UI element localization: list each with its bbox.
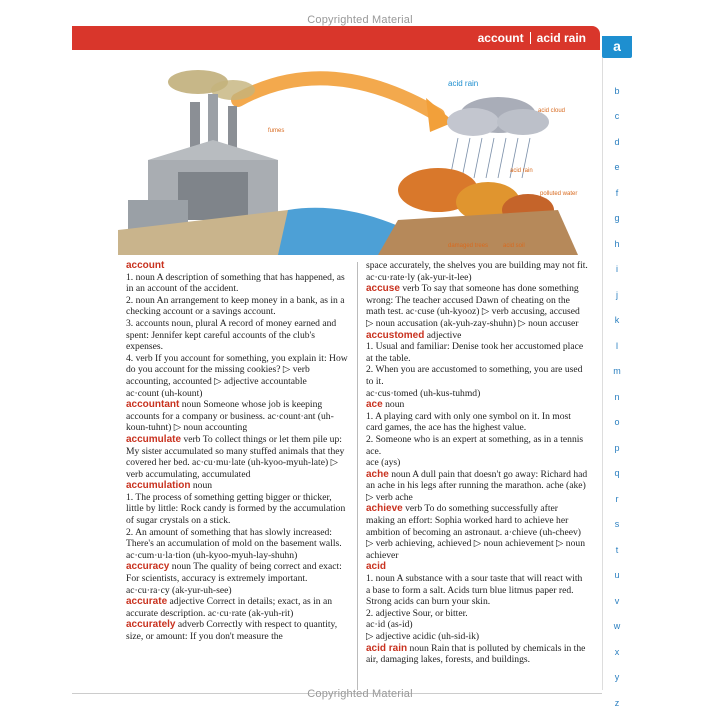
entry-line	[366, 330, 588, 342]
alphabet-tab-d[interactable]: d	[614, 136, 620, 147]
alphabet-tab-a[interactable]: a	[602, 36, 632, 58]
entry-text: verb To collect things or let them pile up: My sister accumulated so many stuffed animals that they covered her bed. ac·cu·mu·late (uh-kyoo-myuh-late) ▷ verb accumulating, accumulated	[126, 433, 345, 480]
alphabet-tab-b[interactable]: b	[614, 85, 620, 96]
guide-words	[478, 31, 586, 45]
acid-rain-illustration	[118, 60, 578, 255]
entry-headword: acid	[366, 561, 387, 573]
entry-text: ac·cus·tomed (uh-kus-tuhmd)	[366, 387, 481, 399]
alphabet-tab-y[interactable]: y	[614, 672, 620, 682]
entry-text: ac·count (uh-kount)	[126, 387, 203, 399]
entry-text: 2. Someone who is an expert at something, as in a tennis ace.	[366, 433, 584, 457]
entry-line	[126, 260, 348, 272]
entry-text: noun The quality of being correct and exact: For scientists, accuracy is extremely important. ac·cu·ra·cy (ak-yur-uh-see)	[126, 561, 342, 596]
illustration-title: acid rain	[448, 79, 479, 88]
entry-line	[126, 492, 348, 527]
entry-headword: accumulate	[126, 433, 182, 445]
entry-headword: accuracy	[126, 561, 170, 573]
entry-text: 2. When you are accustomed to something, you are used to it.	[366, 364, 583, 387]
entry-text: 2. An amount of something that has slowly increased: There's an accumulation of mold on the basement walls.	[126, 526, 342, 550]
label-polluted-water: polluted water	[540, 191, 578, 197]
entry-line	[366, 341, 588, 364]
entries-column-right	[366, 260, 588, 666]
entry-line	[366, 561, 588, 573]
entry-line	[126, 318, 348, 353]
entry-line	[366, 469, 588, 504]
entry-text: noun Rain that is polluted by chemicals in the air, damaging lakes, forests, and buildings.	[366, 642, 586, 666]
copyright-watermark-bottom: Copyrighted Material	[307, 688, 413, 700]
guide-word-last: acid rain	[536, 31, 586, 45]
entry-headword: accountant	[126, 399, 180, 411]
alphabet-tab-f[interactable]: f	[615, 187, 619, 198]
entry-text: noun	[192, 480, 213, 492]
entries-column-left	[126, 260, 348, 643]
entry-line	[366, 283, 588, 329]
entry-headword: accumulation	[126, 480, 191, 492]
label-fumes: fumes	[268, 128, 285, 134]
entry-text: space accurately, the shelves you are building may not fit. ac·cu·rate·ly (ak-yur-it-lee)	[366, 260, 588, 283]
entry-headword: achieve	[366, 503, 403, 515]
entry-text: noun A dull pain that doesn't go away: Richard had an ache in his legs after running the marathon. ache (ake) ▷ verb ache	[366, 468, 588, 503]
entry-line	[366, 399, 588, 411]
entry-text: 1. A playing card with only one symbol on it. In most card games, the ace has the highest value.	[366, 410, 571, 434]
label-acid-soil: acid soil	[503, 243, 525, 249]
entry-text: noun Someone whose job is keeping accounts for a company or business. ac·count·ant (uh-koun-tuhnt) ▷ noun accounting	[126, 399, 334, 434]
alphabet-tab-e[interactable]: e	[614, 162, 620, 172]
entry-text: ac·id (as-id)	[366, 619, 413, 631]
entry-line	[366, 608, 588, 620]
label-acid-cloud: acid cloud	[538, 108, 566, 114]
entry-line	[366, 434, 588, 457]
copyright-watermark-top: Copyrighted Material	[307, 14, 413, 26]
label-acid-rain: acid rain	[510, 168, 533, 174]
alphabet-tab-u[interactable]: u	[614, 570, 620, 580]
alphabet-tab-z[interactable]: z	[614, 697, 620, 708]
entry-line	[366, 631, 588, 643]
entry-text: 2. noun An arrangement to keep money in a bank, as in a checking account or a savings account.	[126, 294, 345, 318]
entry-text: 1. noun A substance with a sour taste that will react with a base to form a salt. Acids turn blue litmus paper red. Strong acids can burn your skin.	[366, 573, 583, 608]
column-divider	[357, 262, 358, 690]
entry-text: 1. The process of something getting bigger or thicker, little by little: Rock candy is formed by the accumulation of sugar crystals on a stick.	[126, 491, 346, 527]
alphabet-tab-w[interactable]: w	[613, 621, 621, 631]
alphabet-tab-s[interactable]: s	[614, 519, 620, 529]
alphabet-tab-c[interactable]: c	[614, 111, 620, 121]
entry-text: 4. verb If you account for something, you explain it: How do you account for the missing cookies? ▷ verb accounting, accounted ▷ adjective accountable	[126, 352, 348, 387]
entry-headword: accurately	[126, 619, 176, 631]
entry-text: adjective	[426, 329, 462, 341]
guide-words-bar	[72, 26, 600, 50]
entry-line	[126, 353, 348, 388]
entry-text: 3. accounts noun, plural A record of money earned and spent: Jennifer kept careful accounts of the club's expenses.	[126, 317, 337, 353]
entry-line	[126, 619, 348, 642]
entry-line	[126, 272, 348, 295]
entry-line	[366, 411, 588, 434]
alphabet-tab-i[interactable]: i	[616, 264, 618, 274]
alphabet-tab-j[interactable]: j	[616, 289, 618, 300]
entry-line	[126, 295, 348, 318]
entry-headword: accustomed	[366, 329, 425, 341]
entry-text: verb To say that someone has done something wrong: The teacher accused Dawn of cheating on the math test. ac·cuse (uh-kyooz) ▷ verb accusing, accused ▷ noun accusation (ak-yuh-zay-shuhn) ▷ noun accuser	[366, 283, 580, 329]
entry-line	[366, 619, 588, 631]
entry-line	[126, 388, 348, 400]
entry-line	[126, 561, 348, 596]
alphabet-tab-p[interactable]: p	[614, 442, 620, 453]
entry-text: ace (ays)	[366, 457, 401, 469]
alphabet-tab-q[interactable]: q	[614, 468, 620, 478]
entry-text: 2. adjective Sour, or bitter.	[366, 607, 468, 619]
alphabet-tab-v[interactable]: v	[614, 595, 620, 606]
alphabet-tab-n[interactable]: n	[614, 391, 620, 402]
entry-line	[366, 503, 588, 561]
entry-headword: acid rain	[366, 642, 408, 654]
alphabet-tab-k[interactable]: k	[614, 315, 620, 325]
alphabet-tab-r[interactable]: r	[615, 493, 619, 504]
alphabet-tab-x[interactable]: x	[614, 646, 620, 657]
entry-text: ac·cum·u·la·tion (uh-kyoo-myuh-lay-shuhn)	[126, 549, 298, 561]
entry-line	[366, 643, 588, 666]
entry-text: adjective Correct in details; exact, as in an accurate description. ac·cu·rate (ak-yuh-rit)	[126, 596, 333, 619]
entry-line	[366, 260, 588, 283]
entry-line	[366, 573, 588, 608]
entry-line	[126, 480, 348, 492]
alphabet-tab-g[interactable]: g	[614, 213, 620, 223]
entry-headword: account	[126, 260, 165, 271]
entry-text: ▷ adjective acidic (uh-sid-ik)	[366, 631, 480, 642]
entry-headword: ace	[366, 399, 383, 411]
entry-text: adverb Correctly with respect to quantity, size, or amount: If you don't measure the	[126, 619, 338, 642]
entry-line	[126, 527, 348, 550]
entry-line	[366, 364, 588, 387]
alphabet-tab-t[interactable]: t	[615, 544, 619, 555]
entry-line	[366, 457, 588, 469]
entry-headword: ache	[366, 468, 389, 480]
entry-line	[126, 550, 348, 562]
entry-line	[126, 399, 348, 434]
alphabet-tab-l[interactable]: l	[616, 340, 618, 351]
alphabet-index	[602, 36, 632, 708]
alphabet-tab-m[interactable]: m	[613, 366, 621, 376]
guide-word-first: account	[477, 31, 524, 45]
entry-text: 1. Usual and familiar: Denise took her accustomed place at the table.	[366, 341, 584, 364]
entry-text: verb To do something successfully after making an effort: Sophia worked hard to achieve her ambition of becoming an astronaut. a·chieve (uh-cheev) ▷ verb achieving, achieved ▷ noun achievement ▷ noun achiever	[366, 503, 585, 561]
alphabet-tab-h[interactable]: h	[614, 238, 620, 249]
entry-line	[366, 388, 588, 400]
entry-text: 1. noun A description of something that has happened, as in an account of the accident.	[126, 271, 345, 295]
entry-line	[126, 434, 348, 480]
alphabet-tab-o[interactable]: o	[614, 417, 620, 427]
entry-text: noun	[385, 399, 405, 411]
label-damaged-trees: damaged trees	[448, 243, 489, 249]
entry-headword: accuse	[366, 283, 400, 295]
guide-separator	[530, 32, 531, 44]
entry-line	[126, 596, 348, 619]
entry-headword: accurate	[126, 596, 168, 608]
